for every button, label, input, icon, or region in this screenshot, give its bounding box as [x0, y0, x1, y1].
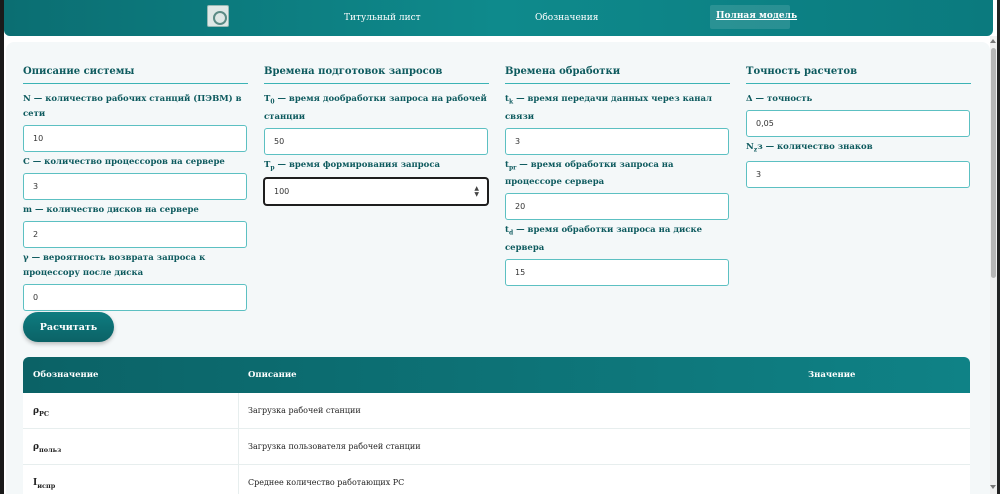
field-label-t0: $T_0$ — время дообработки запроса на рабочей станции	[264, 94, 487, 122]
column-divider	[238, 465, 239, 494]
accuracy-section	[746, 66, 971, 191]
input-m-disks[interactable]: 2	[23, 221, 247, 248]
section-header: Описание системы	[23, 66, 248, 84]
input-tk-channel-time[interactable]: 3	[505, 128, 729, 155]
column-header-value: Значение	[808, 370, 856, 380]
row-description: Среднее количество работающих РС	[248, 478, 405, 487]
scrollbar-thumb[interactable]	[991, 48, 996, 278]
field-label-c: C — количество процессоров на сервере	[23, 157, 225, 167]
nav-title-page[interactable]: Титульный лист	[344, 13, 421, 23]
field-label-tp: $T_p$ — время формирования запроса	[264, 159, 441, 172]
section-header: Времена подготовок запросов	[264, 66, 489, 84]
field-label-nz: $N_zз$ — количество знаков	[746, 142, 873, 154]
table-header	[23, 357, 970, 393]
input-nz-digits[interactable]: 3	[746, 161, 970, 188]
input-n-workstations[interactable]: 10	[23, 125, 247, 152]
input-t0-postprocess-time[interactable]: 50	[264, 128, 488, 155]
input-td-disk-time[interactable]: 15	[505, 259, 729, 286]
table-row	[23, 465, 970, 494]
field-label-gamma: γ — вероятность возврата запроса к процессору после диска	[23, 253, 206, 278]
nav-notation[interactable]: Обозначения	[535, 13, 599, 23]
section-header: Времена обработки	[505, 66, 730, 84]
column-divider	[238, 429, 239, 465]
section-header: Точность расчетов	[746, 66, 971, 84]
row-symbol: $\rho_{польз}$	[33, 442, 62, 454]
column-header-description: Описание	[248, 370, 297, 380]
scroll-down-arrow-icon[interactable]	[990, 485, 996, 489]
field-label-n: N — количество рабочих станций (ПЭВМ) в сети	[23, 94, 242, 119]
field-label-delta: Δ — точность	[746, 94, 813, 104]
calculate-button[interactable]: Расчитать	[23, 312, 114, 342]
processing-times-section	[505, 66, 730, 289]
input-c-processors[interactable]: 3	[23, 173, 247, 200]
window-frame-left	[0, 0, 4, 494]
prep-times-section	[264, 66, 489, 208]
system-description-section	[23, 66, 248, 314]
row-symbol: $\rho_{PC}$	[33, 406, 50, 418]
row-description: Загрузка рабочей станции	[248, 406, 361, 415]
column-header-symbol: Обозначение	[33, 370, 99, 380]
scroll-up-arrow-icon[interactable]	[990, 39, 996, 43]
university-logo-icon[interactable]	[207, 5, 229, 27]
row-description: Загрузка пользователя рабочей станции	[248, 442, 421, 451]
top-navigation-bar	[4, 0, 993, 36]
column-divider	[238, 393, 239, 429]
table-row	[23, 429, 970, 465]
table-row	[23, 393, 970, 429]
field-label-tpr: $t_{pr}$ — время обработки запроса на процессоре сервера	[505, 159, 674, 188]
row-symbol: $I_{испр}$	[33, 478, 56, 490]
field-label-td: $t_d$ — время обработки запроса на диске сервера	[505, 225, 703, 254]
field-label-m: m — количество дисков на сервере	[23, 205, 199, 215]
nav-full-model[interactable]: Полная модель	[710, 5, 790, 29]
field-label-tk: $t_k$ — время передачи данных через канал связи	[505, 94, 712, 122]
number-spinner-icon[interactable]: ▲ ▼	[474, 185, 479, 199]
input-gamma-probability[interactable]: 0	[23, 284, 247, 311]
results-table	[23, 357, 970, 494]
input-delta-accuracy[interactable]: 0,05	[746, 110, 970, 137]
input-tpr-processor-time[interactable]: 20	[505, 193, 729, 220]
input-tp-formation-time[interactable]: 100 ▲ ▼	[264, 178, 488, 205]
